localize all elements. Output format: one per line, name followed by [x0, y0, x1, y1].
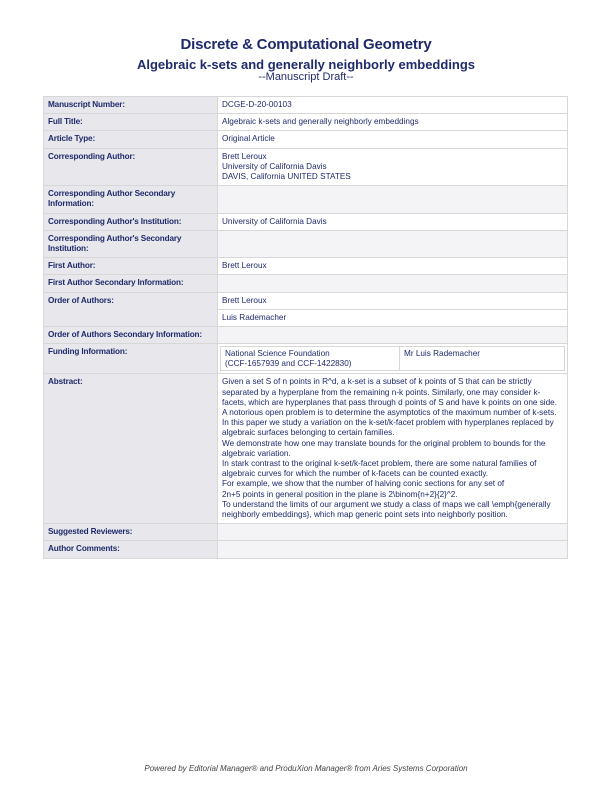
manuscript-info-table: [43, 96, 568, 559]
field-label: Corresponding Author's Secondary Institution:: [44, 230, 218, 257]
row-order-of-authors-1: [44, 292, 568, 309]
order-secondary: [218, 327, 568, 344]
row-order-secondary: [44, 327, 568, 344]
funder-name: National Science Foundation: [225, 349, 330, 359]
article-type: Original Article: [218, 131, 568, 148]
row-suggested-reviewers: [44, 524, 568, 541]
funding-info: [218, 344, 568, 374]
row-full-title: [44, 114, 568, 131]
row-abstract: [44, 374, 568, 524]
funder: [221, 347, 400, 371]
corresponding-author: [218, 148, 568, 186]
author-location: DAVIS, California UNITED STATES: [222, 172, 351, 182]
document-header: [0, 36, 612, 83]
row-corresponding-secondary-institution: [44, 230, 568, 257]
field-label: Corresponding Author Secondary Information:: [44, 186, 218, 213]
field-label: Suggested Reviewers:: [44, 524, 218, 541]
field-label: Order of Authors Secondary Information:: [44, 327, 218, 344]
first-author: Brett Leroux: [218, 258, 568, 275]
author-entry: Brett Leroux: [218, 292, 568, 309]
abstract-paragraph: In stark contrast to the original k-set/k-facet problem, there are some natural families of algebraic curves for which the number of k-facets can be counted exactly.: [222, 459, 537, 479]
field-label: Corresponding Author's Institution:: [44, 213, 218, 230]
journal-name: Discrete & Computational Geometry: [180, 36, 432, 53]
article-title: Algebraic k-sets and generally neighborly embeddings: [136, 57, 476, 72]
abstract-text: [218, 374, 568, 524]
row-manuscript-number: [44, 97, 568, 114]
field-label: Corresponding Author:: [44, 148, 218, 186]
author-entry: Luis Rademacher: [218, 309, 568, 326]
abstract-paragraph: For example, we show that the number of halving conic sections for any set of: [222, 479, 505, 489]
abstract-paragraph: A notorious open problem is to determine the asymptotics of the maximum number of k-sets.: [222, 408, 557, 418]
abstract-paragraph: In this paper we study a variation on the k-set/k-facet problem with hyperplanes replaced by algebraic surfaces belonging to certain families.: [222, 418, 554, 438]
field-label: Abstract:: [44, 374, 218, 524]
grant-numbers: (CCF-1657939 and CCF-1422830): [225, 358, 352, 368]
funding-recipient: Mr Luis Rademacher: [400, 347, 565, 371]
abstract-paragraph: To understand the limits of our argument we study a class of maps we call \emph{generally neighborly embeddings}, which map generic point sets into neighborly position.: [222, 499, 551, 520]
manuscript-number: DCGE-D-20-00103: [218, 97, 568, 114]
field-label: Article Type:: [44, 131, 218, 148]
row-corresponding-author: [44, 148, 568, 186]
row-corresponding-author-secondary: [44, 186, 568, 213]
funding-table: [220, 346, 565, 371]
suggested-reviewers: [218, 524, 568, 541]
author-institution: University of California Davis: [222, 161, 327, 171]
abstract-paragraph: Given a set S of n points in R^d, a k-set is a subset of k points of S that can be strictly separated by a hyperplane from the remaining n-k points. Similarly, one may consider k-facets, which are hyperplanes that pass through d points of S and have k points on one side.: [222, 377, 557, 407]
page-footer: Powered by Editorial Manager® and ProduXion Manager® from Aries Systems Corporation: [144, 764, 468, 773]
row-author-comments: [44, 541, 568, 558]
row-first-author: [44, 258, 568, 275]
first-author-secondary: [218, 275, 568, 292]
row-corresponding-institution: [44, 213, 568, 230]
field-label: Manuscript Number:: [44, 97, 218, 114]
corresponding-institution: University of California Davis: [218, 213, 568, 230]
corresponding-author-secondary: [218, 186, 568, 213]
field-label: First Author Secondary Information:: [44, 275, 218, 292]
abstract-paragraph: 2n+5 points in general position in the plane is 2\binom{n+2}{2}^2.: [222, 489, 458, 499]
author-name: Brett Leroux: [222, 151, 267, 161]
corresponding-secondary-institution: [218, 230, 568, 257]
row-funding: [44, 344, 568, 374]
full-title: Algebraic k-sets and generally neighborly embeddings: [218, 114, 568, 131]
field-label: Order of Authors:: [44, 292, 218, 326]
field-label: Full Title:: [44, 114, 218, 131]
field-label: Author Comments:: [44, 541, 218, 558]
row-article-type: [44, 131, 568, 148]
row-first-author-secondary: [44, 275, 568, 292]
author-comments: [218, 541, 568, 558]
abstract-paragraph: We demonstrate how one may translate bounds for the original problem to bounds for the algebraic variation.: [222, 438, 546, 458]
field-label: Funding Information:: [44, 344, 218, 374]
draft-label: --Manuscript Draft--: [258, 71, 354, 83]
field-label: First Author:: [44, 258, 218, 275]
